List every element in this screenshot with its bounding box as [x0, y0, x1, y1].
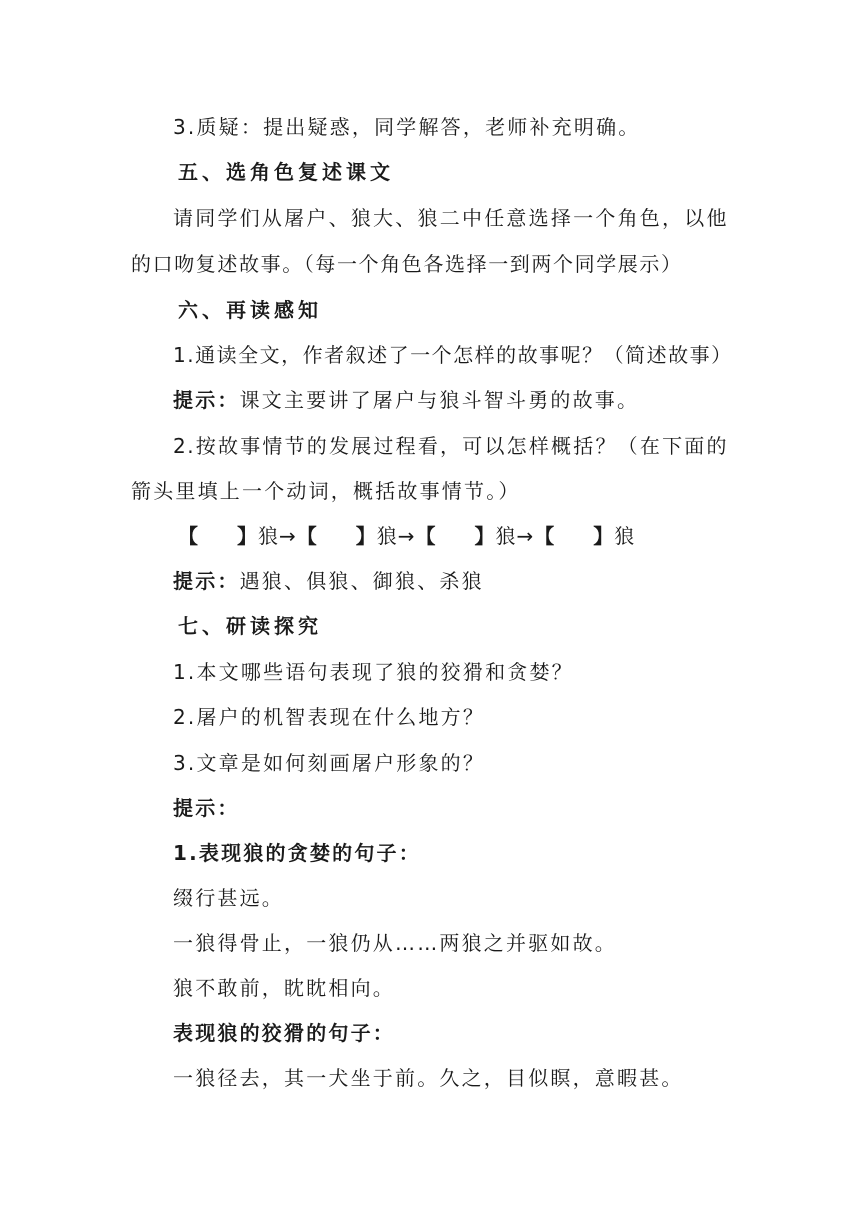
section-heading-6: 六、再读感知 [178, 298, 322, 322]
arrow-icon: → [279, 524, 297, 548]
question-line: 3.文章是如何刻画屠户形象的？ [173, 751, 486, 775]
bracket-open: 【 [415, 524, 437, 548]
hint-line [173, 567, 484, 595]
arrow-icon: → [397, 524, 416, 548]
sequence-word: 狼 [376, 524, 398, 548]
paragraph-line: 的口吻复述故事。（每一个角色各选择一到两个同学展示） [131, 252, 683, 276]
hint-label: 提示： [173, 796, 240, 820]
quote-line: 缀行甚远。 [173, 886, 284, 910]
arrow-icon: → [516, 524, 535, 548]
section-heading-7: 七、研读探究 [178, 614, 322, 638]
quote-line: 一狼得骨止，一狼仍从……两狼之并驱如故。 [173, 931, 617, 955]
question-line: 箭头里填上一个动词，概括故事情节。） [131, 479, 521, 503]
sequence-word: 狼 [614, 524, 636, 548]
paragraph-line: 请同学们从屠户、狼大、狼二中任意选择一个角色，以他 [173, 206, 728, 230]
question-line: 1.本文哪些语句表现了狼的狡猾和贪婪？ [173, 660, 574, 684]
bracket-open: 【 [296, 524, 318, 548]
bracket-close: 】 [474, 524, 496, 548]
bracket-open: 【 [178, 524, 199, 548]
section-heading-5: 五、选角色复述课文 [178, 160, 394, 184]
question-line: 2.屠户的机智表现在什么地方？ [173, 705, 486, 729]
hint-line [173, 386, 639, 414]
bracket-close: 】 [593, 524, 615, 548]
question-line: 1.通读全文，作者叙述了一个怎样的故事呢？（简述故事） [173, 343, 733, 367]
quote-line: 狼不敢前，眈眈相向。 [173, 976, 395, 1000]
sequence-word: 狼 [258, 524, 279, 548]
sequence-word: 狼 [495, 524, 517, 548]
text-line: 3.质疑：提出疑惑，同学解答，老师补充明确。 [173, 115, 641, 139]
subheading: 1.表现狼的贪婪的句子： [173, 841, 421, 865]
hint-text: 遇狼、俱狼、御狼、杀狼 [239, 569, 484, 593]
hint-label: 提示： [173, 388, 240, 412]
plot-sequence [178, 522, 635, 550]
bracket-open: 【 [534, 524, 556, 548]
hint-text: 课文主要讲了屠户与狼斗智斗勇的故事。 [239, 388, 640, 412]
question-line: 2.按故事情节的发展过程看，可以怎样概括？（在下面的 [173, 434, 728, 458]
hint-label: 提示： [173, 569, 240, 593]
quote-line: 一狼径去，其一犬坐于前。久之，目似瞑，意暇甚。 [173, 1066, 684, 1090]
bracket-close: 】 [237, 524, 258, 548]
bracket-close: 】 [355, 524, 377, 548]
subheading: 表现狼的狡猾的句子： [173, 1021, 395, 1045]
